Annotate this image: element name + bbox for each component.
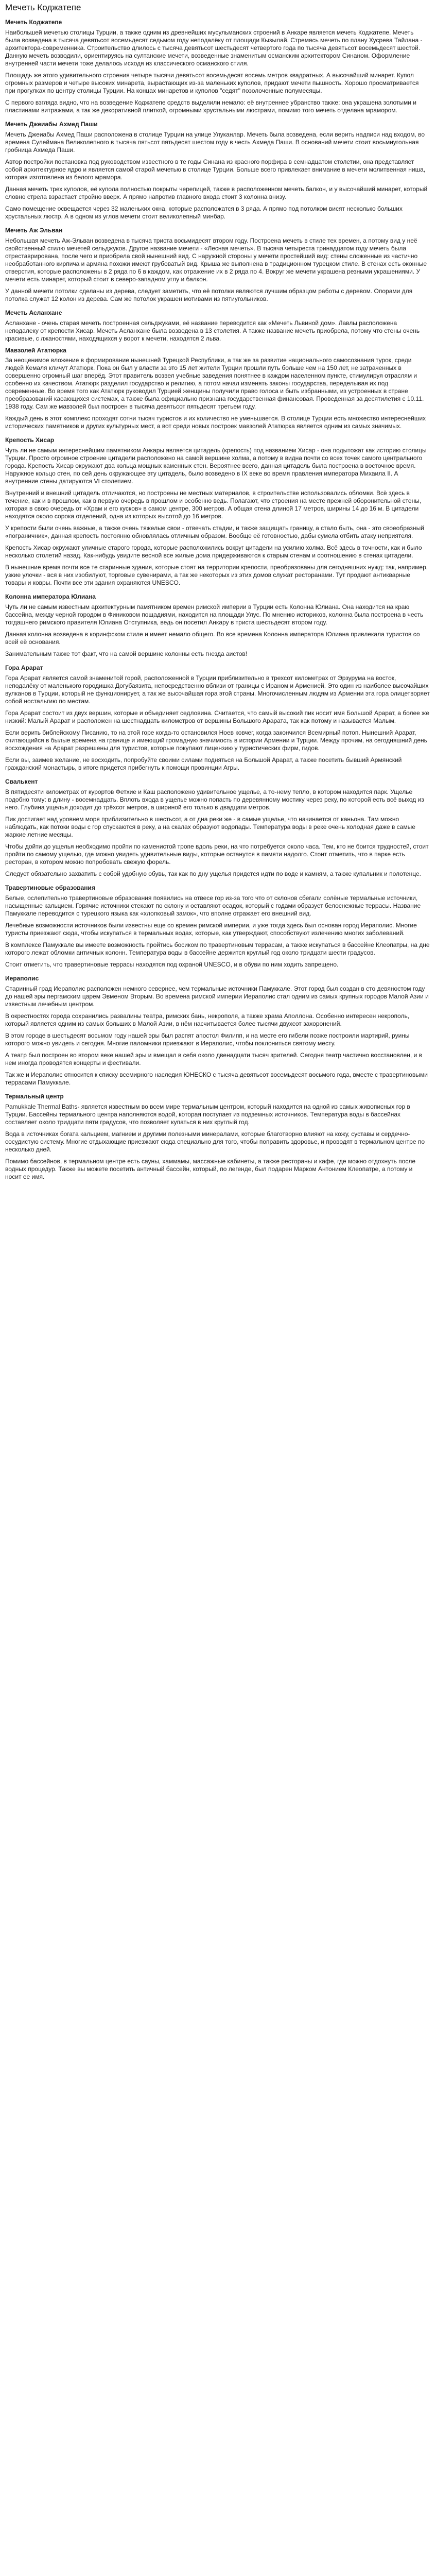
article-section	[5, 1093, 430, 1181]
paragraph: Асланхане - очень старая мечеть построенная сельджуками, её название переводится как «Мечеть Львиной дом». Лавлы расположена неподалеку от крепости Хисар. Мечеть Асланхане была возведена в 13 столетия. А также название мечеть приобрела, потому что стены очень красивые, с лжаностями, находящихся у ворот к мечети, находятся 2 льва.	[5, 319, 420, 342]
paragraph: За неоценимое вложение в формирование нынешней Турецкой Республики, а так же за развитие национального самосознания турок, среди людей Кемаля кличут Ататюрк. Пока он был у власти за это 15 лет жители Турции прошли путь больше чем на 150 лет, не затраченных в совершенно огромный шаг вперёд. Этот правитель возвел учебные заведения понятнее в каждом населенном пункте, стимулируя отраслям и особенно их качеством. Ататюрк разделил государство и религию, а потом начал изменять законы государства, переделывая их под современные. Во время того как Ататюрк руководил Турцией женщины получили право голоса и быть избранными, из устроенных в стране преобразований касающихся системах, а также была официально признана государственная финансовая. Проведенная за десятилетия с 10.11. 1938 году. Сам же мавзолей был построен в тысяча девятьсот пятьдесят третьем году.	[5, 357, 424, 410]
paragraph: В пятидесяти километрах от курортов Фетхие и Каш расположено удивительное ущелье, а то-нему тепло, в котором находится парк. Ущелье подобно тому: в длину - восемнадцать. Вплоть входа в ущелье можно попасть по деревянному мостику через реку, по которой есть всё выход из него. Глубина ущелья доходит до трёхсот метров, а шириной его только в двадцати метров.	[5, 788, 424, 811]
article-section	[5, 121, 430, 221]
section-heading: Мечеть Джеиабы Ахмед Паши	[5, 121, 98, 128]
paragraph: Стоит отметить, что травертиновые террасы находятся под охраной UNESCO, и в обуви по ним ходить запрещено.	[5, 961, 339, 968]
paragraph: Мечеть Джеиабы Ахмед Паши расположена в столице Турции на улице Улуканлар. Мечеть была возведена, если верить надписи над входом, во времена Сулеймана Великолепного в тысяча пятьсот пятьдесят шестом году в честь Ахмеда Паши. В оснований мечети стоит восьмиугольная гробница Ахмеда Паши.	[5, 131, 425, 154]
article-section	[5, 975, 430, 1087]
paragraph: Pamukkale Thermal Baths- является известным во всем мире термальным центром, который находится на одной из самых живописных гор в Турции. Бассейны термального центра наполняются водой, которая поступает из подземных источников. Температура воды в бассейнах составляет около тридцати пяти градусов, что позволяет купаться в них круглый год.	[5, 1103, 410, 1126]
section-heading: Иераполис	[5, 975, 39, 982]
section-heading: Мечеть Асланхане	[5, 309, 62, 316]
paragraph: Наибольшей мечетью столицы Турции, а также одним из древнейших мусульманских строений в Анкаре является мечеть Коджатепе. Мечеть была возведена в тысяча девятьсот восемьдесят седьмом году неподалёку от площади Кызылай. Стремясь мечеть по плану Хусрева Тайлана - архитектора-современника. Строительство длилось с тысяча девятьсот шестьдесят четвертого года по тысяча девятьсот восемьдесят шестой. Данную мечеть возводили, ориентируясь на султанские мечети, возведенные знаменитым османским архитектором Синаном. Оформление внутренней части мечети тоже делалось исходя из классического османского стиля.	[5, 29, 423, 67]
article-section	[5, 227, 430, 303]
section-heading: Травертиновые образования	[5, 884, 95, 891]
article-body	[5, 19, 430, 1181]
paragraph: Внутренний и внешний цитадель отличаются, но построены не местных материалов, в строительстве использовались обломки. Всё здесь в течение, как и в прошлом, как в первую очередь в прошлом и особенно ведь. Полагают, что строения на месте прежней оборонительной стены, которая в свою очередь от «Храм и его кусков» в самом центре, 300 метров. А общая стена длиной 17 метров, ширины 14 до 16 м. В цитадели находятся около сорока отделений, одна из которых высотой до 16 метров.	[5, 489, 422, 520]
paragraph: Лечебные возможности источников были известны еще со времен римской империи, и уже тогда здесь был основан город Иераполис. Многие туристы приезжают сюда, чтобы искупаться в термальных водах, которые, как утверждают, способствуют излечению многих заболеваний.	[5, 922, 417, 937]
paragraph: Белые, ослепительно травертиновые образования появились на отвесе гор из-за того что от склонов сбегали солёные термальные источники, насыщенные кальцием. Горячие источники стекают по склону и оставляют осадок, который с годами образует белоснежные террасы. Название Памуккале переводится с турецкого языка как «хлопковый замок», что вполне отражает его внешний вид.	[5, 894, 421, 917]
section-heading: Мечеть Аж Эльван	[5, 227, 63, 234]
paragraph: Каждый день в этот комплекс проходят сотни тысяч туристов и их количество не уменьшается. В столице Турции есть множество интереснейших исторических памятников и других культурных мест, а вот среди новых построек мавзолей Ататюрка является одним из самых значимых.	[5, 415, 426, 430]
article-section	[5, 309, 430, 430]
article-section	[5, 884, 430, 969]
section-heading: Свалькент	[5, 778, 38, 785]
article-section	[5, 436, 430, 587]
paragraph: Пик достигает над уровнем моря приблизительно в шестьсот, а от дна реки же - в самые ущелье, что начинается от каньона. Там можно наблюдать, как потоки воды с гор спускаются в реку, а на скалах образуют водопады. Температура воды в реке очень холодная даже в самые жаркие летние месяцы.	[5, 816, 415, 838]
article-section	[5, 593, 430, 658]
paragraph: Данная мечеть трех куполов, её купола полностью покрыты черепицей, также в расположенном мечеть балкон, и у высочайший минарет, который словно стрела взрастает стройно вверх. А прямо напротив главного входа стоит 3 колонна внизу.	[5, 185, 428, 200]
paragraph: Помимо бассейнов, в термальном центре есть сауны, хаммамы, массажные кабинеты, а также рестораны и кафе, где можно отдохнуть после водных процедур. Также вы можете посетить античный бассейн, который, по легенде, был подарен Марком Антонием Клеопатре, а потому и носит ее имя.	[5, 1158, 415, 1180]
paragraph: Чуть ли не самым интереснейшим памятником Анкары является цитадель (крепость) под названием Хисар - она подытожат как историю столицы Турции. Просто огромное строение цитадели расположено на самой вершине холма, а потому в видна почти со всех точек самого центрального города. Крепость Хисар окружают два кольца мощных каменных стен. Вероятнее всего, данная цитадель была построена в восточное время. Наружное кольцо стен, по сей день окружающее эту цитадель, было возведено в IX веке во время правления императора Михаила II. А внутренние стены датируются VI столетием.	[5, 447, 427, 485]
paragraph: Чтобы дойти до ущелья необходимо пройти по каменистой тропе вдоль реки, на что потребуется около часа. Тем, кто не боится трудностей, стоит пройти по самому ущелью, где можно увидеть удивительные виды, которые останутся в памяти надолго. Стоит отметить, что в парке есть ресторан, в котором можно попробовать свежую форель.	[5, 843, 429, 866]
section-heading: Мечеть Коджатепе	[5, 19, 62, 26]
paragraph: Следует обязательно захватить с собой удобную обувь, так как по дну ущелья придется идти по воде и камням, а также купальник и полотенце.	[5, 870, 421, 877]
paragraph: Автор постройки постановка под руководством известного в те годы Синана из красного порфира в семнадцатом столетии, она представляет собой архитектурное ядро и является самой старой мечетью в столице Турции. Больше всего привлекает внимание в мечети молитвенная ниша, которая изготовлена из белого мрамора.	[5, 158, 426, 181]
paragraph: Так же и Иераполис относится к списку всемирного наследия ЮНЕСКО с тысяча девятьсот восемьдесят восьмого года, вместе с травертиновыми террасами Памуккале.	[5, 1071, 428, 1086]
page-title: Мечеть Коджатепе	[5, 3, 81, 12]
paragraph: Вода в источниках богата кальцием, магнием и другими полезными минералами, которые благотворно влияют на кожу, суставы и сердечно-сосудистую систему. Многие отдыхающие приезжают сюда специально для того, чтобы поправить здоровье, и проводят в термальном центре по несколько дней.	[5, 1130, 425, 1153]
paragraph: Если вы, заимев желание, не восходить, попробуйте своими силами подняться на Большой Арарат, а также посетить бывший Армянский гражданский монастырь, в итоге придется прибегнуть к помощи провинции Агры.	[5, 756, 402, 771]
paragraph: В комплексе Памуккале вы имеете возможность пройтись босиком по травертиновым террасам, а также искупаться в бассейне Клеопатры, на дне которого лежат обломки античных колонн. Температура воды в бассейне держится круглый год около тридцати шести градусов.	[5, 941, 430, 956]
paragraph: Если верить библейскому Писанию, то на этой горе когда-то остановился Ноев ковчег, когда закончился Всемирный потоп. Нынешний Арарат, считающийся в былые времена на границе и имеющий громадную значимость в истории Армении и Турции. Между прочим, на сегодняшний день восхождения на Арарат разрешены для туристов, которые покупают лицензию у туристических фирм, гидов.	[5, 729, 427, 752]
paragraph: Чуть ли не самым известным архитектурным памятником времен римской империи в Турции есть Колонна Юлиана. Она находится на краю бассейна, между черной городом в Финиковом пощадиями, находится на площади Улус. По мнению историков, колонна была построена в честь тогдашнего римского правителя Юлиана Отступника, ведь он посетил Анкару в триста шестьдесят втором году.	[5, 603, 424, 626]
article-section	[5, 19, 430, 114]
article-section	[5, 664, 430, 772]
paragraph: Площадь же этого удивительного строения четыре тысячи девятьсот восемьдесят восемь метров квадратных. А высочайший минарет. Купол огромных размеров и четыре высоких минарета, вырастающих из-за маленьких куполов, придают мечети пышность. Хорошо просматривается при прогулках по центру столицы Турции. На концах минаретов и куполов "седят" позолоченные полумесяцы.	[5, 72, 419, 94]
paragraph: В окрестностях города сохранились развалины театра, римских бань, некрополя, а также храма Аполлона. Особенно интересен некрополь, который является одним из самых больших в Малой Азии, в нём насчитывается более тысячи двухсот захоронений.	[5, 1012, 410, 1027]
paragraph: Крепость Хисар окружают уличные старого города, которые расположились вокруг цитадели на усилию холма. Всё здесь в точности, как и было несколько столетий назад. Как-нибудь увидите весной все жилые дома придерживаются к старым стенам и соотношению в стенах цитадели.	[5, 544, 422, 559]
paragraph: Само помещение освещается через 32 маленьких окна, которые расположатся в 3 ряда. А прямо под потолком висят несколько больших хрустальных люстр. А в одном из углов мечети стоит великолепный минбар.	[5, 205, 403, 220]
paragraph: У данной мечети потолки сделаны из дерева, следует заметить, что её потолки являются лучшим образцом работы с деревом. Опорами для потолка служат 12 колон из дерева. Сам же потолок украшен мотивами из пятиугольников.	[5, 287, 413, 302]
paragraph: У крепости были очень важные, а также очень тяжелые свои - отвечать стадии, и также защищать границу, а стало быть, она - это своеобразный «пограничник», данная крепость постоянно обновлялась отличным образом. Вообще её готовностью, дабы сумела отбить атаку неприятеля.	[5, 524, 424, 539]
paragraph: Занимательным также тот факт, что на самой вершине колонны есть гнезда аистов!	[5, 650, 248, 657]
section-heading: Гора Арарат	[5, 664, 43, 671]
paragraph: Старинный град Иераполис расположен немного севернее, чем термальные источники Памуккале. Этот город был создан в сто девяностом году до нашей эры пергамским царем Эвменом Вторым. Во времена римской империи Иераполис стал одним из самых крупных городов Малой Азии и известным лечебным центром.	[5, 985, 429, 1008]
section-heading: Крепость Хисар	[5, 436, 55, 444]
article-section	[5, 778, 430, 878]
section-heading: Термальный центр	[5, 1093, 64, 1100]
section-heading: Колонна императора Юлиана	[5, 593, 96, 600]
paragraph: В нынешние время почти все те старинные здания, которые стоят на территории крепости, преобразованы для сегодняшних нужд: так, например, узкие улочки - вся в них изобилуют, торговые сувенирами, а так же некоторых из этих домов служат ресторанами. Тут продают антикварные товары и ковры. Почти все эти здания охраняются UNESCO.	[5, 564, 428, 586]
paragraph: С первого взгляда видно, что на возведение Коджатепе средств выделили немало: её внутреннее убранство также: она украшена золотыми и пластинами витражами, а так же декоративной плиткой, огромными хрустальными люстрами, помимо того мечеть отделана мрамором.	[5, 99, 417, 114]
paragraph: Небольшая мечеть Аж-Эльван возведена в тысяча триста восьмидесят втором году. Построена мечеть в стиле тех времен, а потому вид у неё свойственный стилю мечетей сельджуков. Другое название мечети - «Лесная мечеть». В тысяча четыреста тринадцатом году мечеть была отреставрирована, после чего и приобрела свой нынешний вид. С наружной стороны у мечети простейший вид: стены сложенные из частично необработанного кирпича и армяна похожи имеют грубоватый вид. Крыша же выполнена в традиционном турецком стиле. В стенах есть оконные отверстия, которые расположены в 2 ряда по 6 в каждом, как отражение их в 2 ряда по 4. Вокруг же мечети украшена резными украшениями. У мечети есть минарет, который стоит в северо-западном углу и балкон.	[5, 237, 427, 283]
paragraph: В этом городе в шестьдесят восьмом году нашей эры был распят апостол Филипп, и на месте его гибели позже построили мартирий, руины которого можно увидеть и сегодня. Многие паломники приезжают в Иераполис, чтобы поклониться святому месту.	[5, 1032, 410, 1047]
article	[0, 0, 436, 1181]
paragraph: Данная колонна возведена в коринфском стиле и имеет немало общего. Во все времена Колонна императора Юлиана привлекала туристов со всей её основания.	[5, 631, 420, 646]
paragraph: А театр был построен во втором веке нашей эры и вмещал в себя около двенадцати тысяч зрителей. Сегодня театр частично восстановлен, и в нем иногда проводятся концерты и фестивали.	[5, 1052, 423, 1066]
subsection-heading: Мавзолей Ататюрка	[5, 347, 66, 354]
paragraph: Гора Арарат является самой знаменитой горой, расположенной в Турции приблизительно в трехсот километрах от Эрзурума на восток, неподалёку от маленького городишка Догубаязита, непосредственно вблизи от границы с Ираном и Арменией. Это один из наиболее высочайших вулканов в Турции, который не функционирует, а так же высочайшая гора этой страны. Многочисленным людям из Армении эта гора олицетворяет собой ностальгию по местам.	[5, 674, 430, 705]
paragraph: Гора Арарат состоит из двух вершин, которые и объединяет седловина. Считается, что самый высокий пик носит имя Большой Арарат, а более же низкий: Малый Арарат и расположен на шестнадцать километров от вершины Большого Арарата, так как потому и называется Малым.	[5, 709, 429, 724]
